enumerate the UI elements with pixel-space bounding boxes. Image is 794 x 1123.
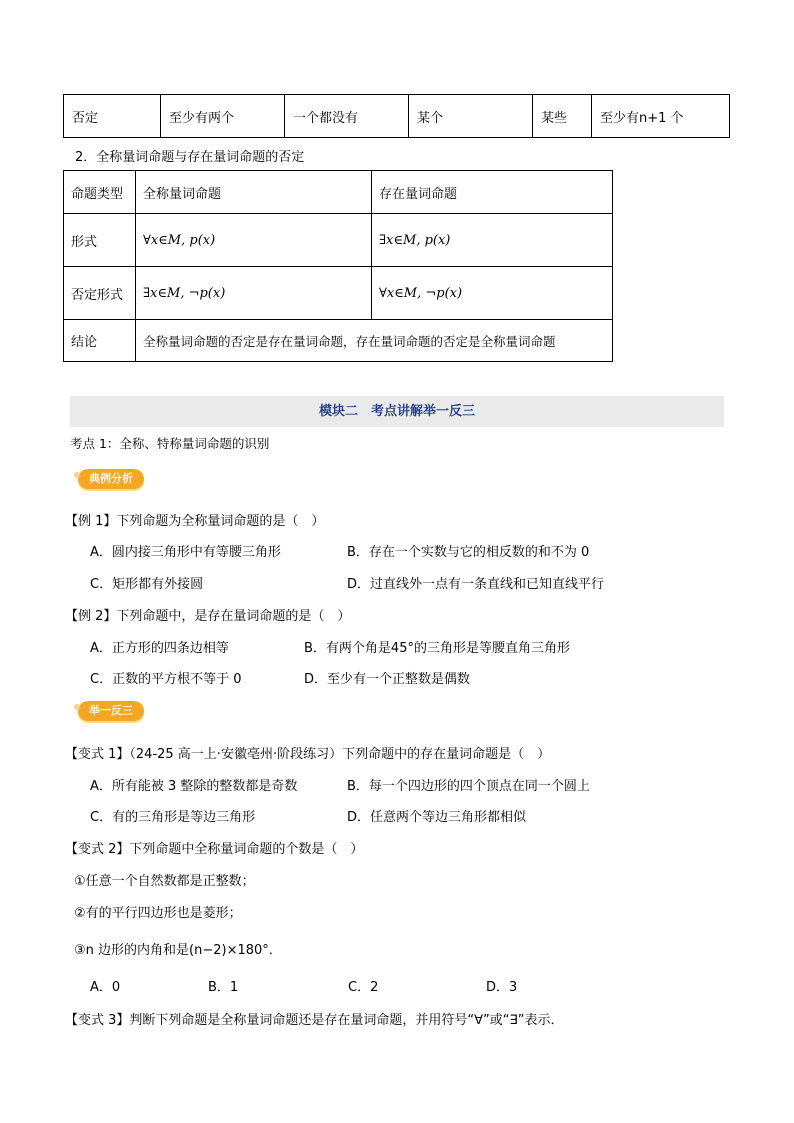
variant-3-stem: 【变式 3】判断下列命题是全称量词命题还是存在量词命题，并用符号“∀”或“∃”表示． — [65, 1013, 564, 1028]
option-b: B．每一个四边形的四个顶点在同一个圆上 — [347, 779, 590, 794]
option-c: C．正数的平方根不等于 0 — [90, 672, 242, 687]
example-2-stem: 【例 2】下列命题中，是存在量词命题的是（ ） — [65, 609, 351, 624]
table-cell: 某些 — [533, 95, 592, 138]
option-b: B．有两个角是45°的三角形是等腰直角三角形 — [304, 641, 570, 656]
practice-tag: 举一反三 — [78, 701, 144, 721]
formula-cell: ∃x∈M, p(x) — [372, 214, 613, 267]
example-1-stem: 【例 1】下列命题为全称量词命题的是（ ） — [65, 514, 325, 529]
table-cell: 至少有两个 — [161, 95, 285, 138]
option-b: B．存在一个实数与它的相反数的和不为 0 — [347, 545, 590, 560]
option-d: D．3 — [486, 980, 518, 995]
proposition-negation-table — [63, 170, 613, 362]
option-a: A．正方形的四条边相等 — [90, 641, 229, 656]
statement-item: ③n 边形的内角和是(n−2)×180°． — [74, 943, 282, 958]
table-cell: 否定 — [64, 95, 161, 138]
statement-item: ①任意一个自然数都是正整数； — [74, 874, 255, 889]
table-cell: 某个 — [409, 95, 533, 138]
option-c: C．矩形都有外接圆 — [90, 577, 204, 592]
option-c: C．有的三角形是等边三角形 — [90, 810, 256, 825]
quantifier-negation-table — [63, 94, 730, 138]
table-cell: 一个都没有 — [285, 95, 409, 138]
table-header-cell: 命题类型 — [64, 171, 136, 214]
kaodian-title: 考点 1：全称、特称量词命题的识别 — [70, 436, 270, 451]
option-c: C．2 — [348, 980, 379, 995]
option-d: D．任意两个等边三角形都相似 — [347, 810, 527, 825]
formula-cell: ∃x∈M, ¬p(x) — [136, 267, 372, 320]
section-heading: 2．全称量词命题与存在量词命题的否定 — [75, 150, 305, 165]
option-a: A．所有能被 3 整除的整数都是奇数 — [90, 779, 298, 794]
module-banner: 模块二 考点讲解举一反三 — [70, 396, 724, 427]
conclusion-cell: 全称量词命题的否定是存在量词命题，存在量词命题的否定是全称量词命题 — [136, 320, 613, 362]
formula-cell: ∀x∈M, ¬p(x) — [372, 267, 613, 320]
formula-cell: ∀x∈M, p(x) — [136, 214, 372, 267]
example-tag: 典例分析 — [78, 469, 144, 489]
table-header-cell: 存在量词命题 — [372, 171, 613, 214]
table-row-label: 否定形式 — [64, 267, 136, 320]
table-row-label: 结论 — [64, 320, 136, 362]
option-a: A．0 — [90, 980, 121, 995]
table-header-cell: 全称量词命题 — [136, 171, 372, 214]
variant-1-stem: 【变式 1】（24-25 高一上·安徽亳州·阶段练习）下列命题中的存在量词命题是（ ） — [65, 747, 551, 762]
table-row-label: 形式 — [64, 214, 136, 267]
option-a: A．圆内接三角形中有等腰三角形 — [90, 545, 281, 560]
statement-item: ②有的平行四边形也是菱形； — [74, 906, 242, 921]
option-b: B．1 — [208, 980, 239, 995]
variant-2-stem: 【变式 2】下列命题中全称量词命题的个数是（ ） — [65, 842, 364, 857]
option-d: D．至少有一个正整数是偶数 — [304, 672, 471, 687]
table-cell: 至少有n+1 个 — [592, 95, 730, 138]
option-d: D．过直线外一点有一条直线和已知直线平行 — [347, 577, 605, 592]
